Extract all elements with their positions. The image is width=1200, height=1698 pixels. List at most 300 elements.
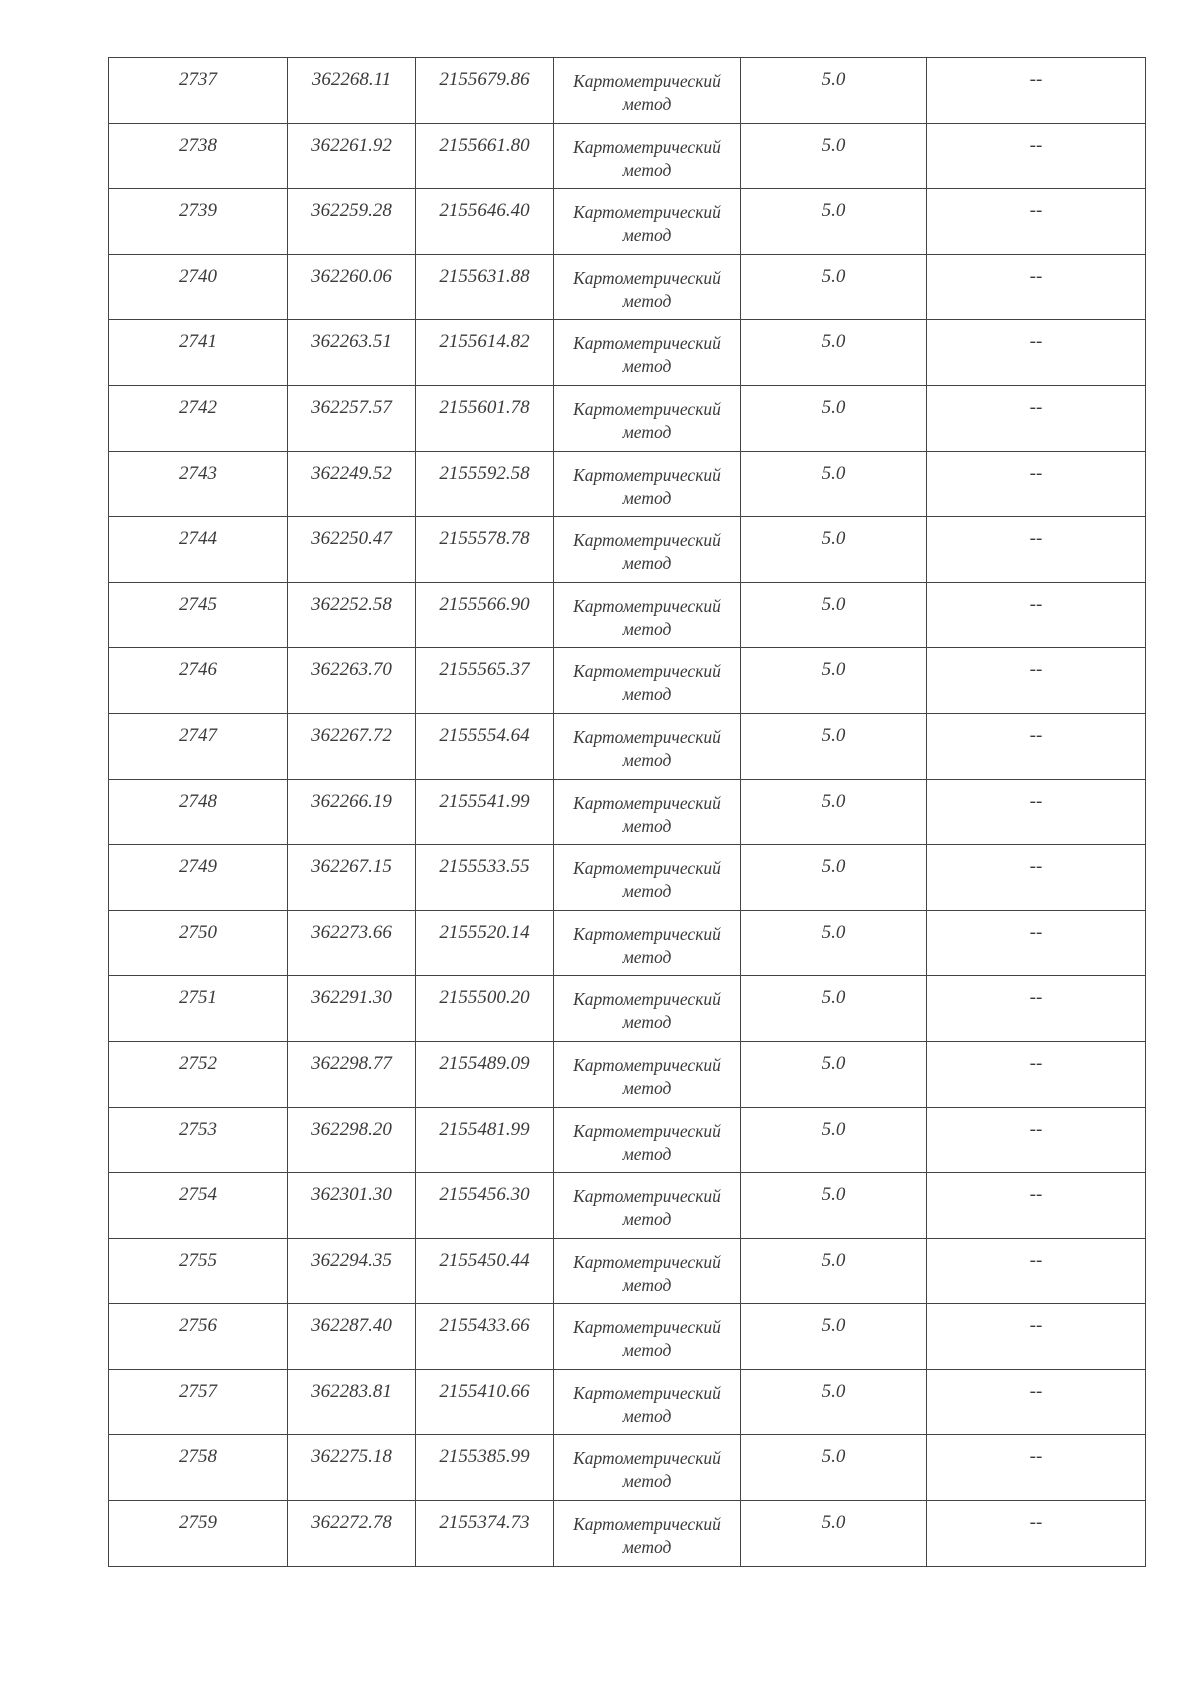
method-cell (554, 320, 741, 386)
note-value: -- (1029, 1249, 1043, 1271)
method-line-2: метод (622, 684, 672, 705)
note-cell (927, 189, 1146, 255)
point-number: 2756 (179, 1315, 217, 1337)
accuracy-value: 5.0 (821, 1512, 846, 1534)
point-number: 2742 (179, 396, 217, 418)
note-cell (927, 1041, 1146, 1107)
x-coordinate: 362301.30 (311, 1184, 392, 1206)
accuracy-value: 5.0 (821, 331, 846, 353)
x-coordinate: 362249.52 (311, 462, 392, 484)
method-text (554, 845, 740, 903)
accuracy-cell (741, 1041, 927, 1107)
accuracy-cell (741, 845, 927, 911)
y-coordinate-cell (416, 1501, 554, 1567)
method-text (554, 1042, 740, 1100)
y-coordinate-cell (416, 1041, 554, 1107)
method-line-1: Картометрический (573, 595, 721, 616)
note-cell (927, 976, 1146, 1042)
y-coordinate: 2155374.73 (439, 1512, 530, 1534)
accuracy-value: 5.0 (821, 528, 846, 550)
method-cell (554, 385, 741, 451)
x-coordinate-cell (288, 1304, 416, 1370)
note-value: -- (1029, 1512, 1043, 1534)
y-coordinate-cell (416, 1369, 554, 1435)
table-row (109, 58, 1146, 124)
note-value: -- (1029, 856, 1043, 878)
method-cell (554, 1041, 741, 1107)
table-row (109, 451, 1146, 517)
x-coordinate-cell (288, 648, 416, 714)
table-row (109, 779, 1146, 845)
x-coordinate: 362287.40 (311, 1315, 392, 1337)
note-cell (927, 713, 1146, 779)
method-text (554, 911, 740, 969)
y-coordinate-cell (416, 1304, 554, 1370)
table-row (109, 910, 1146, 976)
point-number-cell (109, 1501, 288, 1567)
table-row (109, 189, 1146, 255)
method-line-1: Картометрический (573, 1317, 721, 1338)
y-coordinate: 2155578.78 (439, 528, 530, 550)
x-coordinate-cell (288, 320, 416, 386)
y-coordinate: 2155566.90 (439, 593, 530, 615)
method-cell (554, 779, 741, 845)
table-row (109, 845, 1146, 911)
note-value: -- (1029, 921, 1043, 943)
point-number: 2739 (179, 200, 217, 222)
method-line-1: Картометрический (573, 267, 721, 288)
accuracy-value: 5.0 (821, 921, 846, 943)
method-cell (554, 58, 741, 124)
point-number: 2738 (179, 134, 217, 156)
method-line-1: Картометрический (573, 398, 721, 419)
method-line-2: метод (622, 1340, 672, 1361)
x-coordinate-cell (288, 123, 416, 189)
x-coordinate: 362291.30 (311, 987, 392, 1009)
x-coordinate-cell (288, 779, 416, 845)
note-cell (927, 254, 1146, 320)
accuracy-cell (741, 648, 927, 714)
x-coordinate-cell (288, 910, 416, 976)
x-coordinate: 362263.70 (311, 659, 392, 681)
method-text (554, 1501, 740, 1559)
point-number: 2741 (179, 331, 217, 353)
note-value: -- (1029, 724, 1043, 746)
coordinates-sheet (108, 57, 1145, 1567)
note-value: -- (1029, 1052, 1043, 1074)
coordinates-table-body (109, 58, 1146, 1567)
x-coordinate: 362298.77 (311, 1052, 392, 1074)
y-coordinate-cell (416, 779, 554, 845)
x-coordinate: 362263.51 (311, 331, 392, 353)
point-number: 2743 (179, 462, 217, 484)
method-text (554, 583, 740, 641)
table-row (109, 1501, 1146, 1567)
y-coordinate-cell (416, 517, 554, 583)
x-coordinate: 362250.47 (311, 528, 392, 550)
y-coordinate: 2155456.30 (439, 1184, 530, 1206)
accuracy-cell (741, 1435, 927, 1501)
method-line-1: Картометрический (573, 792, 721, 813)
method-line-2: метод (622, 159, 672, 180)
note-value: -- (1029, 987, 1043, 1009)
point-number-cell (109, 320, 288, 386)
method-text (554, 976, 740, 1034)
method-cell (554, 1173, 741, 1239)
y-coordinate: 2155520.14 (439, 921, 530, 943)
accuracy-value: 5.0 (821, 659, 846, 681)
x-coordinate-cell (288, 189, 416, 255)
table-row (109, 1041, 1146, 1107)
method-line-1: Картометрический (573, 1054, 721, 1075)
x-coordinate: 362257.57 (311, 396, 392, 418)
point-number-cell (109, 1369, 288, 1435)
method-text (554, 1108, 740, 1166)
method-text (554, 1239, 740, 1297)
method-cell (554, 189, 741, 255)
point-number-cell (109, 779, 288, 845)
table-row (109, 254, 1146, 320)
method-cell (554, 1435, 741, 1501)
table-row (109, 123, 1146, 189)
note-cell (927, 123, 1146, 189)
y-coordinate: 2155533.55 (439, 856, 530, 878)
accuracy-cell (741, 1501, 927, 1567)
method-cell (554, 910, 741, 976)
method-line-1: Картометрический (573, 202, 721, 223)
method-line-2: метод (622, 1012, 672, 1033)
method-line-2: метод (622, 290, 672, 311)
method-cell (554, 123, 741, 189)
coordinates-table (108, 57, 1146, 1567)
accuracy-cell (741, 1369, 927, 1435)
method-line-2: метод (622, 1209, 672, 1230)
x-coordinate-cell (288, 582, 416, 648)
y-coordinate-cell (416, 189, 554, 255)
method-line-1: Картометрический (573, 661, 721, 682)
method-text (554, 1173, 740, 1231)
point-number-cell (109, 517, 288, 583)
x-coordinate-cell (288, 976, 416, 1042)
table-row (109, 385, 1146, 451)
method-line-1: Картометрический (573, 464, 721, 485)
y-coordinate-cell (416, 1435, 554, 1501)
x-coordinate-cell (288, 1238, 416, 1304)
x-coordinate-cell (288, 517, 416, 583)
x-coordinate: 362267.15 (311, 856, 392, 878)
table-row (109, 517, 1146, 583)
accuracy-cell (741, 1107, 927, 1173)
table-row (109, 320, 1146, 386)
y-coordinate-cell (416, 58, 554, 124)
x-coordinate: 362272.78 (311, 1512, 392, 1534)
note-cell (927, 1435, 1146, 1501)
table-row (109, 1173, 1146, 1239)
y-coordinate: 2155541.99 (439, 790, 530, 812)
note-cell (927, 385, 1146, 451)
method-line-1: Картометрический (573, 989, 721, 1010)
y-coordinate-cell (416, 910, 554, 976)
x-coordinate: 362268.11 (311, 69, 392, 90)
note-cell (927, 779, 1146, 845)
method-text (554, 189, 740, 247)
point-number-cell (109, 1107, 288, 1173)
method-cell (554, 648, 741, 714)
point-number: 2754 (179, 1184, 217, 1206)
note-value: -- (1029, 200, 1043, 222)
y-coordinate-cell (416, 1173, 554, 1239)
point-number-cell (109, 123, 288, 189)
x-coordinate-cell (288, 58, 416, 124)
accuracy-cell (741, 1304, 927, 1370)
note-value: -- (1029, 69, 1043, 90)
note-cell (927, 1501, 1146, 1567)
accuracy-cell (741, 1173, 927, 1239)
x-coordinate: 362260.06 (311, 265, 392, 287)
method-line-2: метод (622, 487, 672, 508)
method-cell (554, 582, 741, 648)
y-coordinate-cell (416, 320, 554, 386)
point-number: 2744 (179, 528, 217, 550)
x-coordinate-cell (288, 1501, 416, 1567)
accuracy-cell (741, 517, 927, 583)
method-cell (554, 254, 741, 320)
x-coordinate-cell (288, 1107, 416, 1173)
note-value: -- (1029, 1118, 1043, 1140)
accuracy-value: 5.0 (821, 200, 846, 222)
point-number: 2755 (179, 1249, 217, 1271)
note-cell (927, 1369, 1146, 1435)
point-number-cell (109, 582, 288, 648)
y-coordinate-cell (416, 123, 554, 189)
y-coordinate-cell (416, 385, 554, 451)
accuracy-cell (741, 123, 927, 189)
note-cell (927, 1238, 1146, 1304)
method-line-2: метод (622, 881, 672, 902)
method-text (554, 452, 740, 510)
accuracy-cell (741, 582, 927, 648)
accuracy-value: 5.0 (821, 1249, 846, 1271)
point-number-cell (109, 451, 288, 517)
y-coordinate: 2155601.78 (439, 396, 530, 418)
x-coordinate: 362267.72 (311, 724, 392, 746)
note-value: -- (1029, 134, 1043, 156)
y-coordinate: 2155481.99 (439, 1118, 530, 1140)
method-line-2: метод (622, 1077, 672, 1098)
method-text (554, 320, 740, 378)
note-value: -- (1029, 1446, 1043, 1468)
note-value: -- (1029, 1380, 1043, 1402)
point-number-cell (109, 845, 288, 911)
y-coordinate-cell (416, 845, 554, 911)
accuracy-value: 5.0 (821, 1184, 846, 1206)
point-number-cell (109, 189, 288, 255)
point-number-cell (109, 713, 288, 779)
note-value: -- (1029, 1184, 1043, 1206)
note-value: -- (1029, 593, 1043, 615)
method-line-1: Картометрический (573, 1514, 721, 1535)
method-line-2: метод (622, 225, 672, 246)
point-number: 2751 (179, 987, 217, 1009)
accuracy-cell (741, 320, 927, 386)
x-coordinate-cell (288, 1369, 416, 1435)
note-value: -- (1029, 462, 1043, 484)
accuracy-value: 5.0 (821, 1315, 846, 1337)
method-line-2: метод (622, 1471, 672, 1492)
accuracy-cell (741, 910, 927, 976)
method-cell (554, 1369, 741, 1435)
method-line-1: Картометрический (573, 333, 721, 354)
method-line-2: метод (622, 1537, 672, 1558)
method-line-1: Картометрический (573, 923, 721, 944)
accuracy-value: 5.0 (821, 69, 846, 90)
method-text (554, 714, 740, 772)
y-coordinate: 2155450.44 (439, 1249, 530, 1271)
point-number-cell (109, 58, 288, 124)
table-row (109, 1435, 1146, 1501)
y-coordinate: 2155385.99 (439, 1446, 530, 1468)
note-value: -- (1029, 265, 1043, 287)
y-coordinate: 2155646.40 (439, 200, 530, 222)
accuracy-value: 5.0 (821, 856, 846, 878)
point-number-cell (109, 648, 288, 714)
method-line-2: метод (622, 94, 672, 114)
point-number: 2745 (179, 593, 217, 615)
y-coordinate: 2155661.80 (439, 134, 530, 156)
x-coordinate: 362283.81 (311, 1380, 392, 1402)
method-line-1: Картометрический (573, 1186, 721, 1207)
point-number-cell (109, 1435, 288, 1501)
note-value: -- (1029, 331, 1043, 353)
point-number-cell (109, 385, 288, 451)
note-cell (927, 1107, 1146, 1173)
method-line-1: Картометрический (573, 1251, 721, 1272)
accuracy-cell (741, 189, 927, 255)
method-line-1: Картометрический (573, 136, 721, 157)
note-cell (927, 845, 1146, 911)
point-number-cell (109, 1238, 288, 1304)
point-number: 2757 (179, 1380, 217, 1402)
accuracy-value: 5.0 (821, 790, 846, 812)
note-value: -- (1029, 396, 1043, 418)
point-number: 2759 (179, 1512, 217, 1534)
method-line-1: Картометрический (573, 1120, 721, 1141)
method-cell (554, 845, 741, 911)
point-number-cell (109, 1173, 288, 1239)
y-coordinate: 2155410.66 (439, 1380, 530, 1402)
point-number: 2737 (179, 69, 217, 90)
accuracy-value: 5.0 (821, 265, 846, 287)
table-row (109, 648, 1146, 714)
method-line-2: метод (622, 421, 672, 442)
accuracy-value: 5.0 (821, 987, 846, 1009)
x-coordinate: 362252.58 (311, 593, 392, 615)
point-number: 2752 (179, 1052, 217, 1074)
table-row (109, 713, 1146, 779)
method-text (554, 386, 740, 444)
method-line-2: метод (622, 356, 672, 377)
method-line-1: Картометрический (573, 858, 721, 879)
point-number: 2753 (179, 1118, 217, 1140)
table-row (109, 1107, 1146, 1173)
x-coordinate: 362259.28 (311, 200, 392, 222)
accuracy-value: 5.0 (821, 1380, 846, 1402)
accuracy-cell (741, 58, 927, 124)
note-cell (927, 58, 1146, 124)
note-cell (927, 451, 1146, 517)
note-value: -- (1029, 528, 1043, 550)
y-coordinate-cell (416, 582, 554, 648)
accuracy-cell (741, 385, 927, 451)
point-number: 2749 (179, 856, 217, 878)
accuracy-cell (741, 451, 927, 517)
note-cell (927, 320, 1146, 386)
accuracy-value: 5.0 (821, 1052, 846, 1074)
note-value: -- (1029, 790, 1043, 812)
note-cell (927, 517, 1146, 583)
y-coordinate: 2155614.82 (439, 331, 530, 353)
method-cell (554, 1304, 741, 1370)
accuracy-cell (741, 254, 927, 320)
y-coordinate: 2155500.20 (439, 987, 530, 1009)
point-number-cell (109, 254, 288, 320)
table-row (109, 976, 1146, 1042)
x-coordinate: 362298.20 (311, 1118, 392, 1140)
point-number: 2748 (179, 790, 217, 812)
accuracy-value: 5.0 (821, 134, 846, 156)
x-coordinate: 362275.18 (311, 1446, 392, 1468)
point-number: 2740 (179, 265, 217, 287)
point-number-cell (109, 1041, 288, 1107)
method-line-1: Картометрический (573, 726, 721, 747)
note-value: -- (1029, 1315, 1043, 1337)
table-row (109, 1304, 1146, 1370)
y-coordinate: 2155554.64 (439, 724, 530, 746)
y-coordinate: 2155679.86 (439, 69, 530, 90)
y-coordinate: 2155433.66 (439, 1315, 530, 1337)
note-cell (927, 582, 1146, 648)
accuracy-cell (741, 713, 927, 779)
note-cell (927, 648, 1146, 714)
method-line-2: метод (622, 1405, 672, 1426)
x-coordinate: 362261.92 (311, 134, 392, 156)
y-coordinate-cell (416, 713, 554, 779)
accuracy-value: 5.0 (821, 462, 846, 484)
x-coordinate-cell (288, 1173, 416, 1239)
y-coordinate-cell (416, 254, 554, 320)
table-row (109, 1238, 1146, 1304)
method-text (554, 1304, 740, 1362)
y-coordinate: 2155592.58 (439, 462, 530, 484)
method-cell (554, 713, 741, 779)
note-cell (927, 1173, 1146, 1239)
note-cell (927, 1304, 1146, 1370)
method-line-2: метод (622, 1143, 672, 1164)
y-coordinate-cell (416, 976, 554, 1042)
point-number: 2750 (179, 921, 217, 943)
method-cell (554, 451, 741, 517)
x-coordinate-cell (288, 1435, 416, 1501)
table-row (109, 582, 1146, 648)
method-line-2: метод (622, 553, 672, 574)
note-cell (927, 910, 1146, 976)
method-cell (554, 1238, 741, 1304)
y-coordinate-cell (416, 1107, 554, 1173)
method-line-2: метод (622, 749, 672, 770)
method-line-2: метод (622, 1274, 672, 1295)
point-number-cell (109, 910, 288, 976)
method-cell (554, 517, 741, 583)
